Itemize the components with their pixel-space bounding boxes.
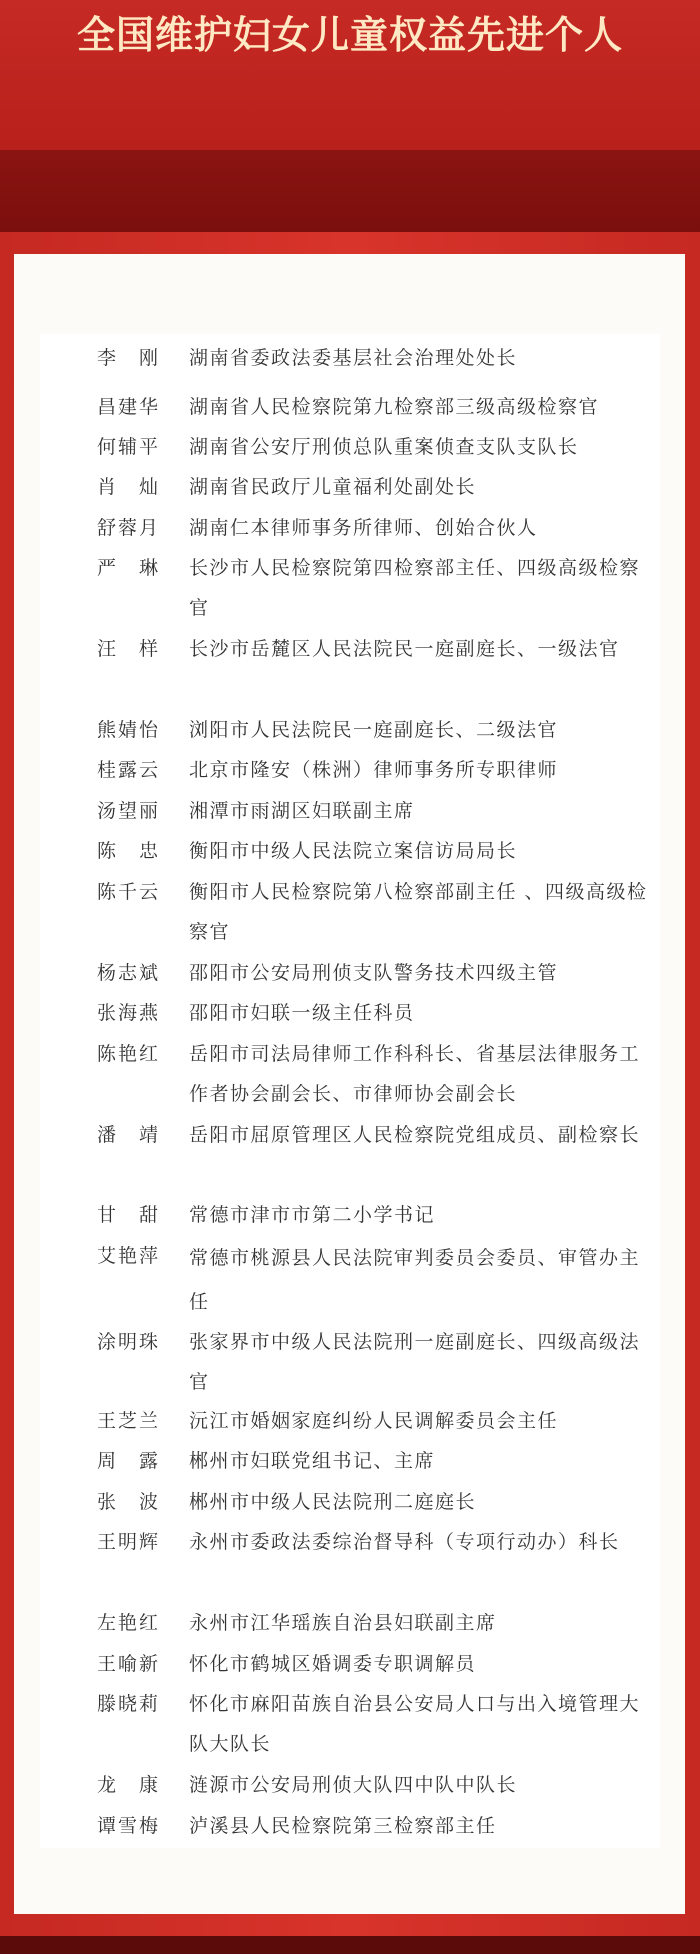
honoree-position: 沅江市婚姻家庭纠纷人民调解委员会主任 [189, 1410, 559, 1432]
honoree-position: 永州市江华瑶族自治县妇联副主席 [189, 1612, 497, 1634]
honoree-position: 岳阳市司法局律师工作科科长、省基层法律服务工作者协会副会长、市律师协会副会长 [189, 1043, 641, 1105]
honoree-position: 北京市隆安（株洲）律师事务所专职律师 [189, 759, 559, 781]
honoree-position: 衡阳市中级人民法院立案信访局局长 [189, 840, 518, 862]
honoree-position: 郴州市妇联党组书记、主席 [189, 1450, 436, 1472]
honoree-position: 湖南仁本律师事务所律师、创始合伙人 [189, 517, 538, 539]
honoree-name: 谭雪梅 [97, 1815, 161, 1837]
honoree-name: 张 波 [97, 1491, 161, 1513]
honoree-position: 湘潭市雨湖区妇联副主席 [189, 800, 415, 822]
honoree-name: 何辅平 [97, 436, 161, 458]
honoree-name: 杨志斌 [97, 962, 161, 984]
header-dark-band [0, 150, 700, 232]
honoree-position: 岳阳市屈原管理区人民检察院党组成员、副检察长 [189, 1124, 641, 1146]
honoree-position: 郴州市中级人民法院刑二庭庭长 [189, 1491, 477, 1513]
honoree-name: 昌建华 [97, 396, 161, 418]
honoree-name: 王芝兰 [97, 1410, 161, 1432]
honoree-position: 涟源市公安局刑侦大队四中队中队长 [189, 1774, 518, 1796]
honoree-name: 汪 样 [97, 638, 161, 660]
honoree-position: 邵阳市妇联一级主任科员 [189, 1002, 415, 1024]
honoree-name: 陈艳红 [97, 1043, 161, 1065]
honoree-name: 王明辉 [97, 1531, 161, 1553]
honoree-name: 甘 甜 [97, 1204, 161, 1226]
honoree-name: 桂露云 [97, 759, 161, 781]
honoree-name: 肖 灿 [97, 476, 161, 498]
honoree-name: 汤望丽 [97, 800, 161, 822]
honoree-position: 常德市桃源县人民法院审判委员会委员、审管办主任 [189, 1247, 641, 1313]
honoree-position: 衡阳市人民检察院第八检察部副主任 、四级高级检察官 [189, 881, 648, 943]
header-banner [0, 0, 700, 150]
honoree-position: 湖南省民政厅儿童福利处副处长 [189, 476, 477, 498]
honoree-name: 舒蓉月 [97, 517, 161, 539]
page-title: 全国维护妇女儿童权益先进个人 [76, 13, 623, 57]
honoree-position: 湖南省委政法委基层社会治理处处长 [189, 347, 518, 369]
honoree-position: 浏阳市人民法院民一庭副庭长、二级法官 [189, 719, 559, 741]
honoree-name: 李 刚 [97, 347, 161, 369]
honoree-name: 严 琳 [97, 557, 161, 579]
honoree-name: 周 露 [97, 1450, 161, 1472]
honoree-name: 陈 忠 [97, 840, 161, 862]
honoree-position: 常德市津市市第二小学书记 [189, 1204, 436, 1226]
honoree-name: 涂明珠 [97, 1331, 161, 1353]
honoree-name: 左艳红 [97, 1612, 161, 1634]
honoree-position: 张家界市中级人民法院刑一庭副庭长、四级高级法官 [189, 1331, 641, 1393]
honoree-name: 王喻新 [97, 1653, 161, 1675]
honoree-name: 滕晓莉 [97, 1693, 161, 1715]
honoree-name: 艾艳萍 [97, 1245, 161, 1267]
honoree-name: 陈千云 [97, 881, 161, 903]
bottom-strip [0, 1936, 700, 1954]
honoree-position: 泸溪县人民检察院第三检察部主任 [189, 1815, 497, 1837]
honoree-name: 熊婧怡 [97, 719, 161, 741]
honoree-name: 张海燕 [97, 1002, 161, 1024]
honoree-position: 邵阳市公安局刑侦支队警务技术四级主管 [189, 962, 559, 984]
honoree-name: 潘 靖 [97, 1124, 161, 1146]
honoree-position: 怀化市鹤城区婚调委专职调解员 [189, 1653, 477, 1675]
honoree-position: 永州市委政法委综治督导科（专项行动办）科长 [189, 1531, 620, 1553]
honoree-position: 长沙市岳麓区人民法院民一庭副庭长、一级法官 [189, 638, 620, 660]
honoree-position: 长沙市人民检察院第四检察部主任、四级高级检察官 [189, 557, 641, 619]
honoree-name: 龙 康 [97, 1774, 161, 1796]
honoree-position: 怀化市麻阳苗族自治县公安局人口与出入境管理大队大队长 [189, 1693, 641, 1755]
honoree-position: 湖南省公安厅刑侦总队重案侦查支队支队长 [189, 436, 579, 458]
honoree-position: 湖南省人民检察院第九检察部三级高级检察官 [189, 396, 600, 418]
